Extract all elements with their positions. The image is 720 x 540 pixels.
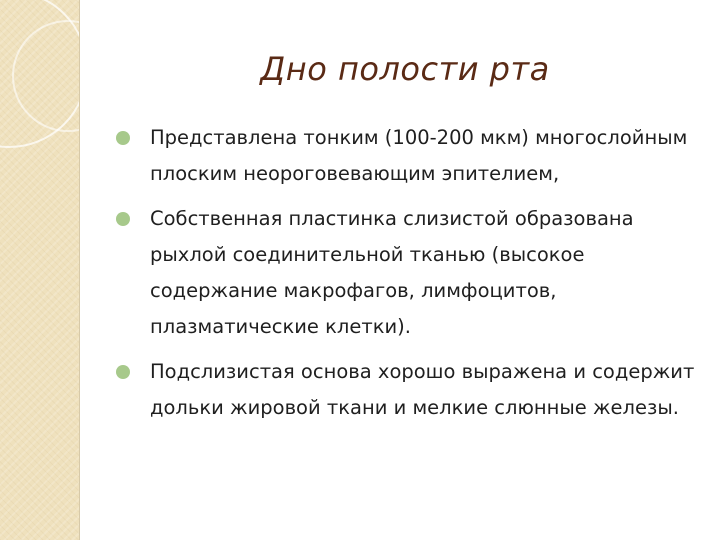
bullet-dot-icon	[116, 131, 130, 145]
bullet-item	[116, 201, 712, 345]
bullet-list	[116, 120, 712, 435]
panel-divider	[79, 0, 80, 540]
bullet-item	[116, 120, 712, 192]
bullet-dot-icon	[116, 212, 130, 226]
bullet-text: Собственная пластинка слизистой образована рыхлой соединительной тканью (высокое содержание макрофагов, лимфоцитов, плазматические клетки).	[150, 207, 634, 338]
slide-title: Дно полости рта	[260, 50, 550, 88]
bullet-text: Представлена тонким (100-200 мкм) многослойным плоским неороговевающим эпителием,	[150, 126, 688, 185]
decorative-side-panel	[0, 0, 79, 540]
bullet-dot-icon	[116, 365, 130, 379]
bullet-item	[116, 354, 712, 426]
bullet-text: Подслизистая основа хорошо выражена и содержит дольки жировой ткани и мелкие слюнные железы.	[150, 360, 695, 419]
